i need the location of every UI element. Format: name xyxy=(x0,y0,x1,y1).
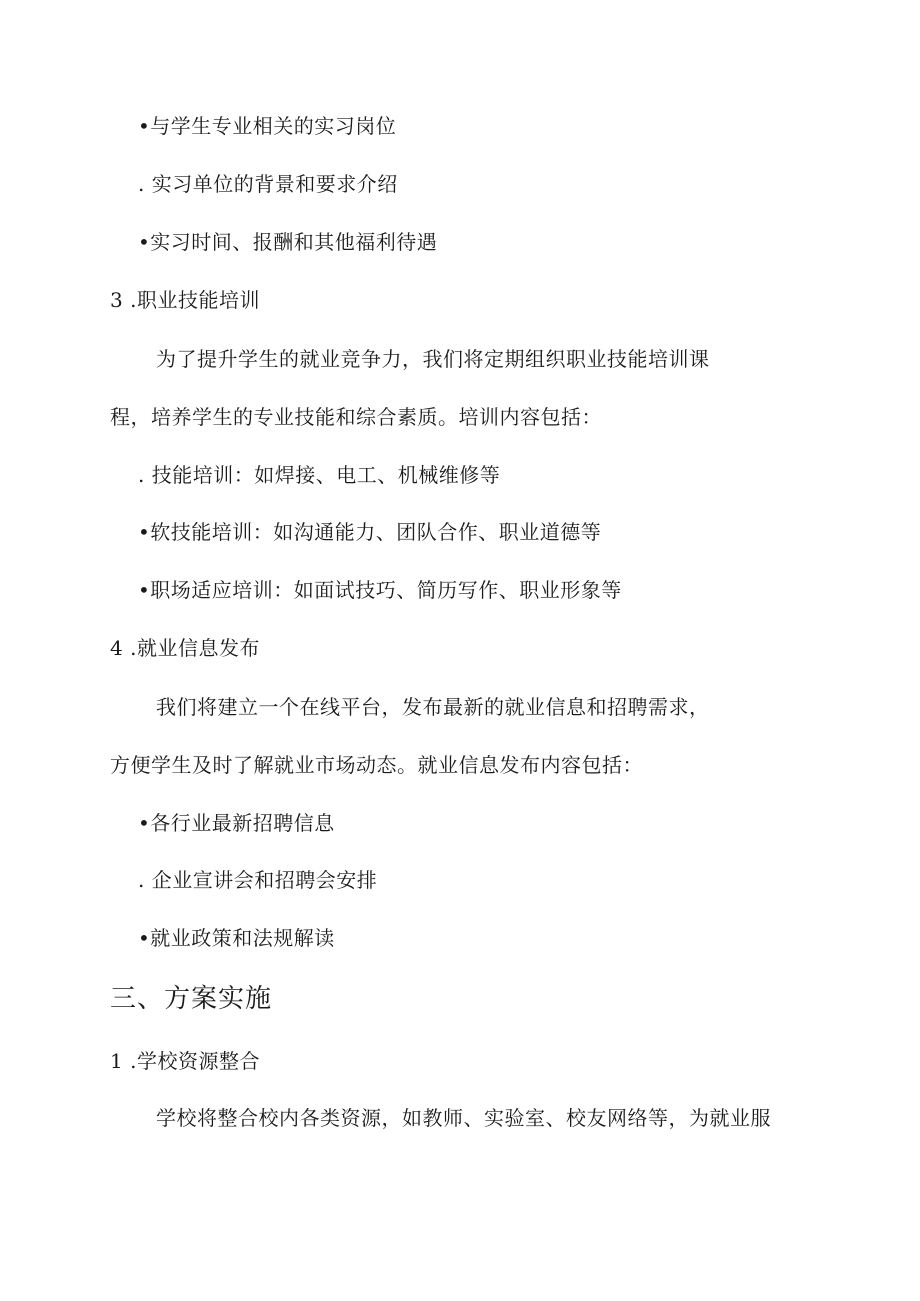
paragraph-line: 程，培养学生的专业技能和综合素质。培训内容包括： xyxy=(110,405,602,429)
bullet-item: •实习时间、报酬和其他福利待遇 xyxy=(138,230,438,254)
paragraph-line: 我们将建立一个在线平台，发布最新的就业信息和招聘需求， xyxy=(156,695,710,719)
bullet-item: •软技能培训：如沟通能力、团队合作、职业道德等 xyxy=(138,520,602,544)
section-title: 三、方案实施 xyxy=(110,984,273,1014)
paragraph-line: 学校将整合校内各类资源，如教师、实验室、校友网络等，为就业服 xyxy=(156,1106,771,1130)
subsection-heading: 1 .学校资源整合 xyxy=(110,1049,260,1073)
bullet-item: . 实习单位的背景和要求介绍 xyxy=(138,172,398,196)
bullet-item: •各行业最新招聘信息 xyxy=(138,811,335,835)
paragraph-line: 方便学生及时了解就业市场动态。就业信息发布内容包括： xyxy=(110,753,643,777)
bullet-item: •就业政策和法规解读 xyxy=(138,926,335,950)
subsection-heading: 3 .职业技能培训 xyxy=(110,288,260,312)
bullet-item: . 企业宣讲会和招聘会安排 xyxy=(138,868,378,892)
subsection-heading: 4 .就业信息发布 xyxy=(110,636,260,660)
bullet-item: . 技能培训：如焊接、电工、机械维修等 xyxy=(138,463,501,487)
paragraph-line: 为了提升学生的就业竞争力，我们将定期组织职业技能培训课 xyxy=(156,347,710,371)
bullet-item: •与学生专业相关的实习岗位 xyxy=(138,114,397,138)
bullet-item: •职场适应培训：如面试技巧、简历写作、职业形象等 xyxy=(138,578,622,602)
